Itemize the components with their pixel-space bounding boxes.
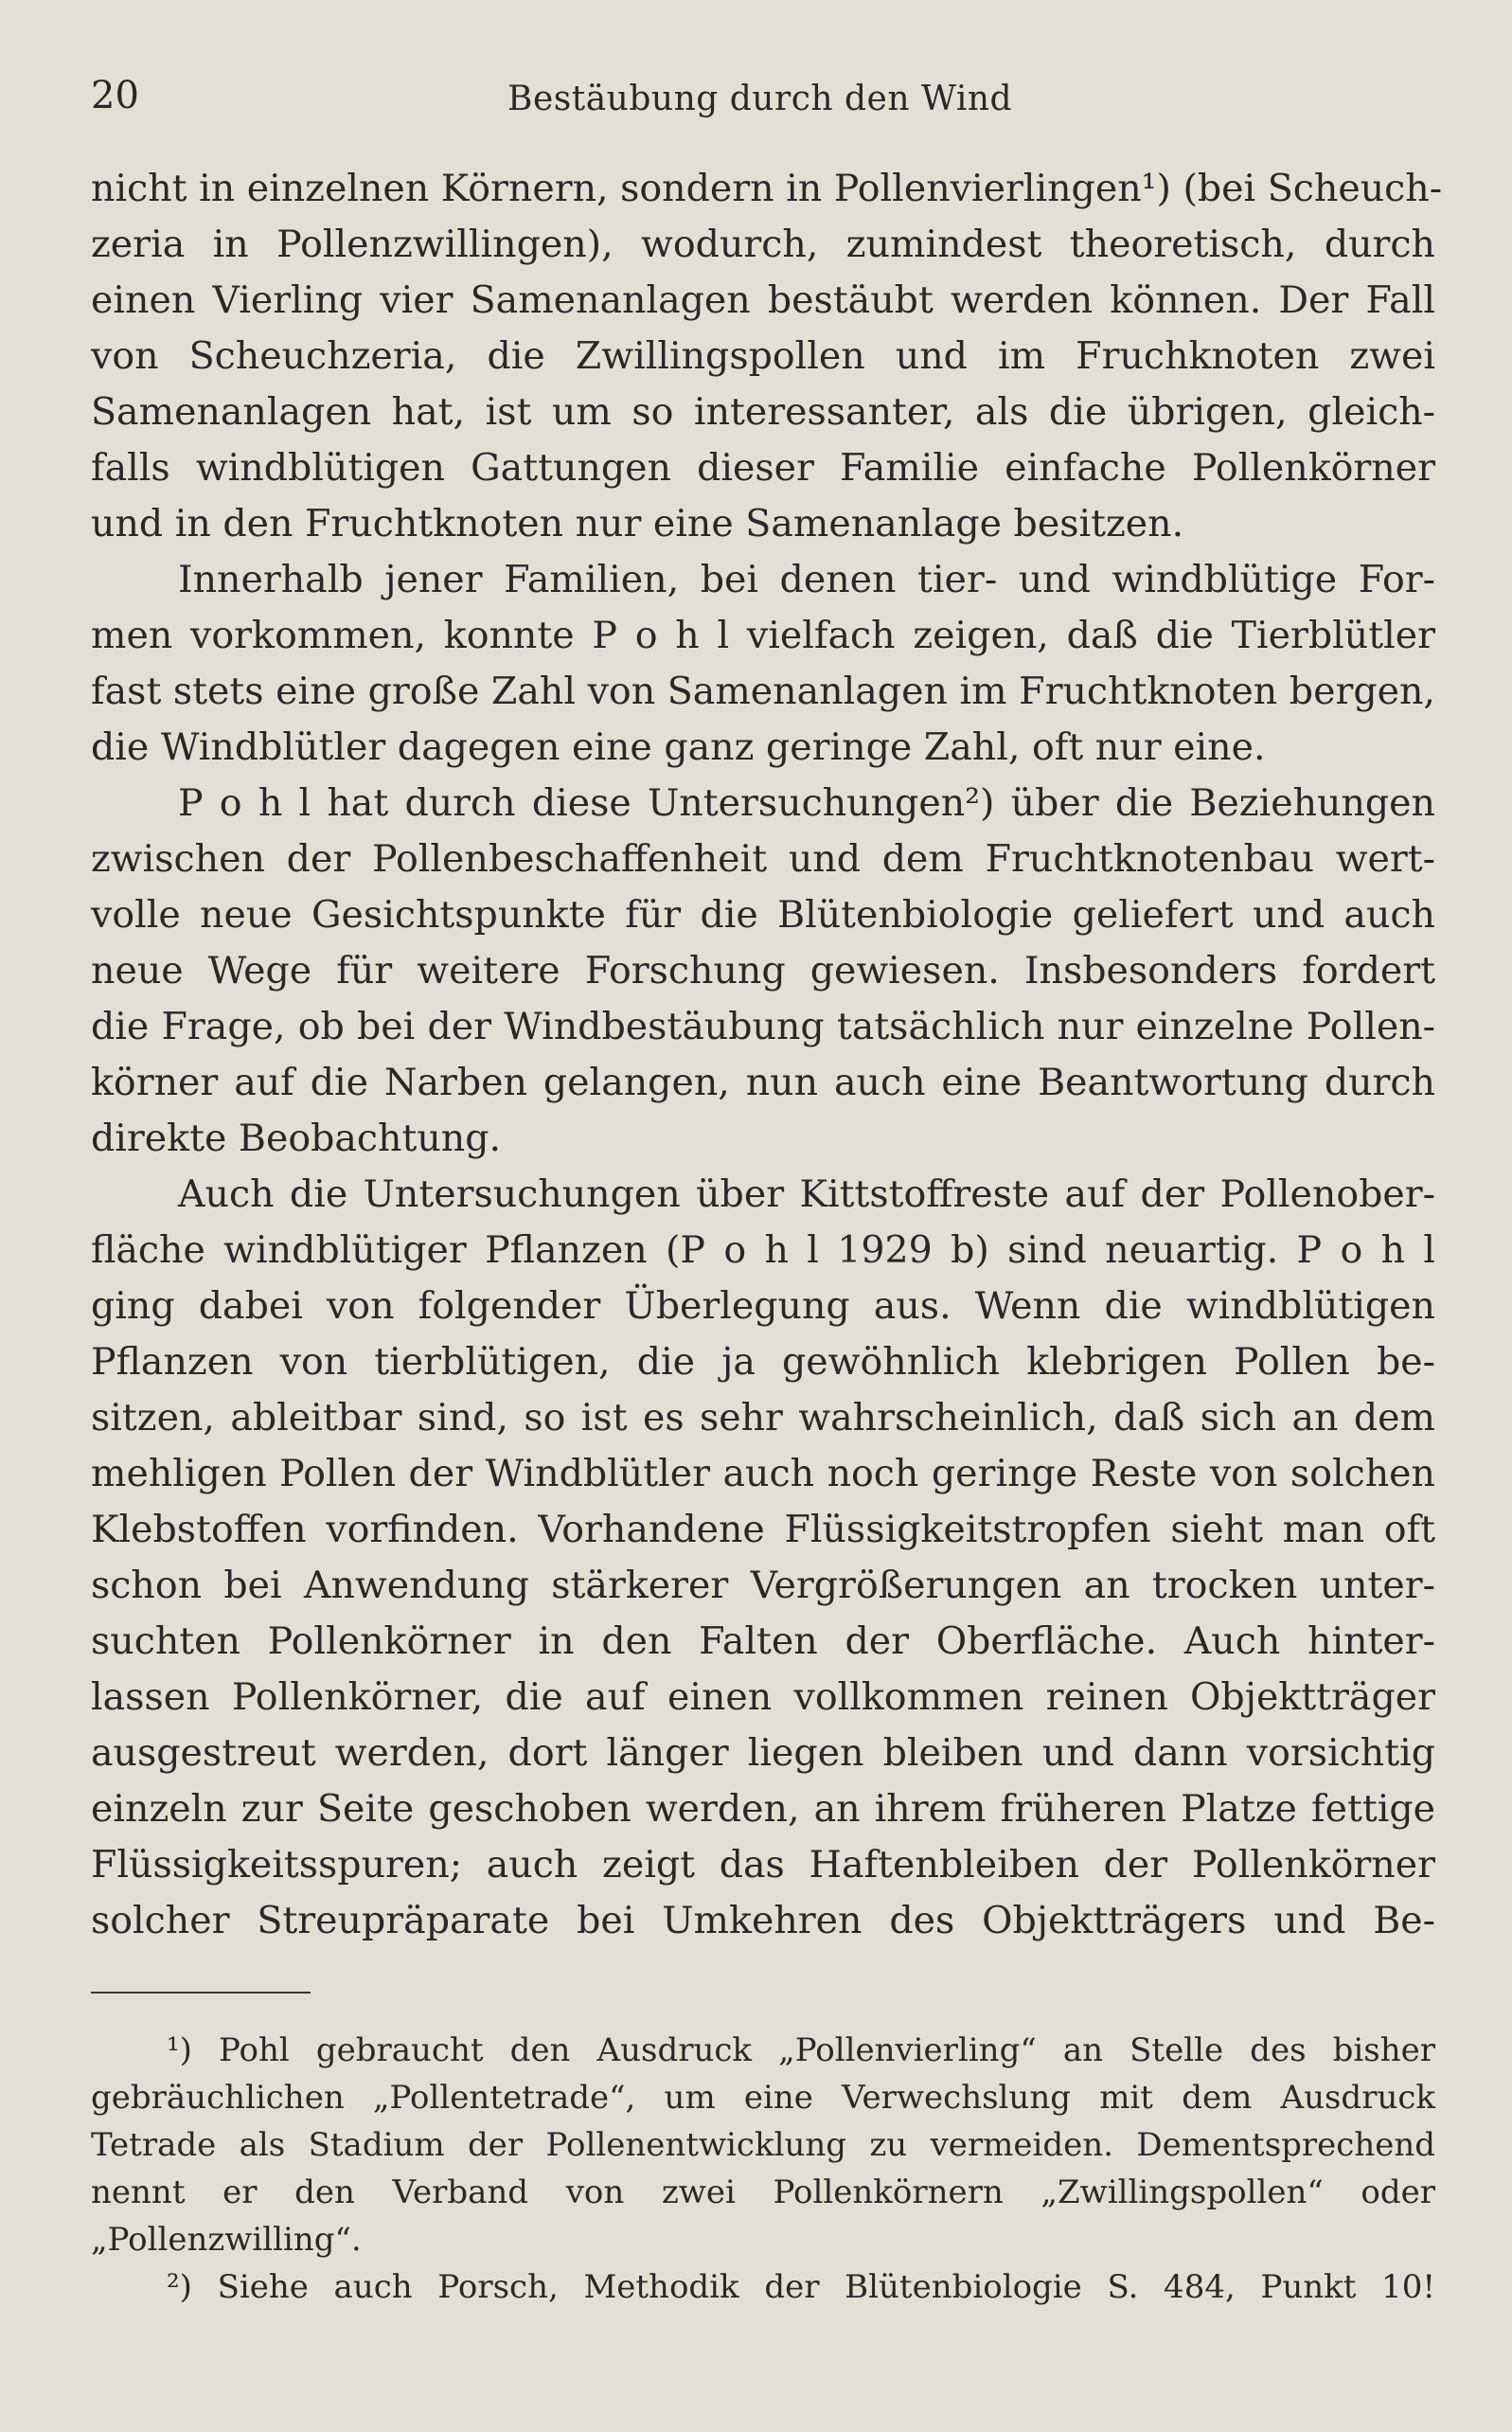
body-line: Pflanzen von tierblütigen, die ja gewöhnlich klebrigen Pollen be- xyxy=(91,1340,1435,1384)
body-line: men vorkommen, konnte P o h l vielfach zeigen, daß die Tierblütler xyxy=(91,614,1435,657)
body-text xyxy=(91,161,1443,1949)
body-line: suchten Pollenkörner in den Falten der Oberfläche. Auch hinter- xyxy=(91,1619,1435,1663)
body-line: schon bei Anwendung stärkerer Vergrößerungen an trocken unter- xyxy=(91,1564,1435,1607)
body-line: falls windblütigen Gattungen dieser Familie einfache Pollenkörner xyxy=(91,446,1435,490)
footnotes xyxy=(91,2027,1435,2311)
body-line: Klebstoffen vorfinden. Vorhandene Flüssigkeitstropfen sieht man oft xyxy=(91,1508,1435,1551)
footnote-line: gebräuchlichen „Pollentetrade“, um eine Verwechslung mit dem Ausdruck xyxy=(91,2079,1435,2117)
body-line: und in den Fruchtknoten nur eine Samenanlage besitzen. xyxy=(91,502,1184,545)
body-line: die Windblütler dagegen eine ganz geringe Zahl, oft nur eine. xyxy=(91,725,1266,769)
body-line: ging dabei von folgender Überlegung aus. Wenn die windblütigen xyxy=(91,1284,1435,1328)
body-line: solcher Streupräparate bei Umkehren des Objektträgers und Be- xyxy=(91,1899,1435,1942)
body-line: nicht in einzelnen Körnern, sondern in Pollenvierlingen¹) (bei Scheuch- xyxy=(91,167,1443,210)
body-line: fast stets eine große Zahl von Samenanlagen im Fruchtknoten bergen, xyxy=(91,670,1435,713)
body-line: direkte Beobachtung. xyxy=(91,1117,502,1160)
footnote-divider xyxy=(91,1992,311,1994)
body-line: die Frage, ob bei der Windbestäubung tatsächlich nur einzelne Pollen- xyxy=(91,1005,1435,1048)
page-header xyxy=(91,74,1435,121)
body-line: einen Vierling vier Samenanlagen bestäubt werden können. Der Fall xyxy=(91,278,1435,322)
page-number: 20 xyxy=(91,74,139,117)
footnote-line: ²) Siehe auch Porsch, Methodik der Blütenbiologie S. 484, Punkt 10! xyxy=(167,2268,1435,2306)
body-line: einzeln zur Seite geschoben werden, an ihrem früheren Platze fettige xyxy=(91,1787,1435,1831)
body-line: zwischen der Pollenbeschaffenheit und dem Fruchtknotenbau wert- xyxy=(91,837,1435,881)
footnote-line: „Pollenzwilling“. xyxy=(91,2221,362,2259)
body-line: P o h l hat durch diese Untersuchungen²) über die Beziehungen xyxy=(178,781,1435,825)
body-line: volle neue Gesichtspunkte für die Blütenbiologie geliefert und auch xyxy=(91,893,1435,937)
body-line: lassen Pollenkörner, die auf einen vollkommen reinen Objektträger xyxy=(91,1675,1435,1719)
body-line: neue Wege für weitere Forschung gewiesen. Insbesonders fordert xyxy=(91,949,1435,992)
body-line: zeria in Pollenzwillingen), wodurch, zumindest theoretisch, durch xyxy=(91,223,1435,266)
body-line: Samenanlagen hat, ist um so interessanter, als die übrigen, gleich- xyxy=(91,390,1435,434)
footnote-line: ¹) Pohl gebraucht den Ausdruck „Pollenvierling“ an Stelle des bisher xyxy=(167,2031,1435,2069)
body-line: sitzen, ableitbar sind, so ist es sehr wahrscheinlich, daß sich an dem xyxy=(91,1396,1435,1440)
footnote-line: nennt er den Verband von zwei Pollenkörnern „Zwillingspollen“ oder xyxy=(91,2173,1435,2211)
body-line: fläche windblütiger Pflanzen (P o h l 1929 b) sind neuartig. P o h l xyxy=(91,1228,1435,1272)
body-line: von Scheuchzeria, die Zwillingspollen und im Fruchknoten zwei xyxy=(91,334,1435,378)
running-title: Bestäubung durch den Wind xyxy=(507,80,1013,118)
footnote-line: Tetrade als Stadium der Pollenentwicklung zu vermeiden. Dementsprechend xyxy=(91,2126,1435,2164)
body-line: Flüssigkeitsspuren; auch zeigt das Haftenbleiben der Pollenkörner xyxy=(91,1843,1435,1887)
body-line: körner auf die Narben gelangen, nun auch eine Beantwortung durch xyxy=(91,1061,1435,1104)
body-line: Auch die Untersuchungen über Kittstoffreste auf der Pollenober- xyxy=(178,1172,1435,1216)
body-line: mehligen Pollen der Windblütler auch noch geringe Reste von solchen xyxy=(91,1452,1435,1495)
body-line: ausgestreut werden, dort länger liegen bleiben und dann vorsichtig xyxy=(91,1731,1435,1775)
body-line: Innerhalb jener Familien, bei denen tier- und windblütige For- xyxy=(178,558,1435,601)
